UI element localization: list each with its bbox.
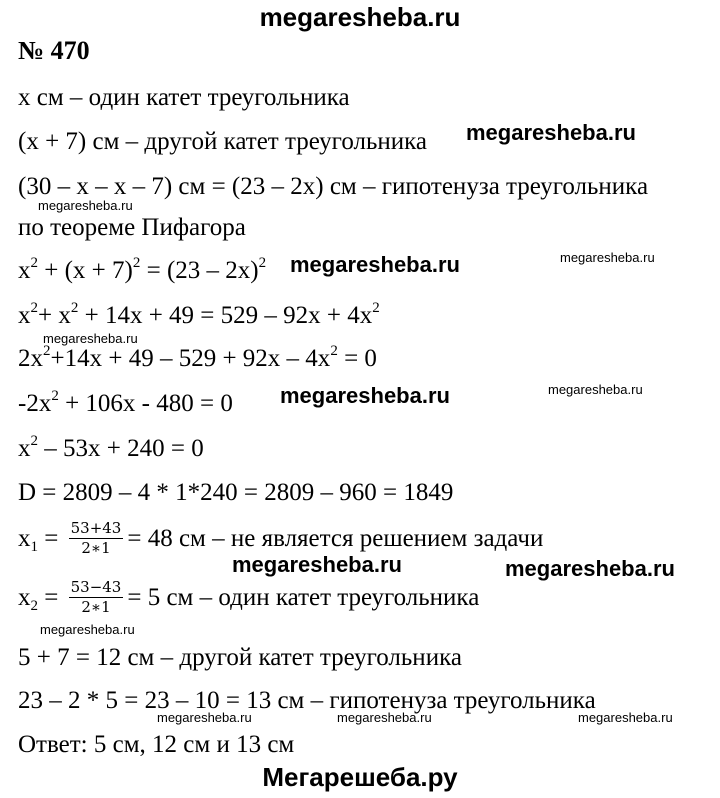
watermark-small: megaresheba.ru (548, 382, 643, 397)
solution-line-4: по теореме Пифагора (18, 214, 246, 241)
equation-pythagoras: $x^2 + (x + 7)^2 = (23 - 2x)^2$ (18, 255, 267, 284)
root-x2-line: $x_2$ = $\frac{53-43}{2∗1}$ = 5 см – один катет треугольника (18, 578, 480, 616)
watermark-small: megaresheba.ru (43, 331, 138, 346)
solution-line-14: 23 – 2 * 5 = 23 – 10 = 13 см – гипотенуза треугольника (18, 687, 596, 714)
solution-line-13: 5 + 7 = 12 см – другой катет треугольника (18, 644, 462, 671)
watermark-small: megaresheba.ru (578, 710, 673, 725)
solution-line-3: (30 – x – x – 7) см = (23 – 2x) см – гипотенуза треугольника (18, 173, 649, 200)
watermark-bold: megaresheba.ru (232, 552, 402, 577)
fraction-x2: $\frac{53-43}{2∗1}$ (70, 578, 122, 616)
header-watermark: megaresheba.ru (259, 2, 461, 32)
problem-number: № 470 (18, 36, 90, 65)
watermark-small: megaresheba.ru (38, 198, 133, 213)
watermark-small: megaresheba.ru (40, 622, 135, 637)
watermark-small: megaresheba.ru (157, 710, 252, 725)
watermark-bold: megaresheba.ru (280, 383, 450, 408)
equation-expanded: $x^2+ x^2 + 14x + 49 = 529 - 92x + 4x^2$ (18, 300, 380, 329)
answer-line: Ответ: 5 см, 12 см и 13 см (18, 731, 295, 758)
fraction-x1: $\frac{53+43}{2∗1}$ (70, 519, 122, 557)
watermark-bold: megaresheba.ru (505, 556, 675, 581)
equation-moved: $2x^2+14x + 49 - 529 + 92x - 4x^2 = 0$ (18, 343, 377, 372)
watermark-bold: megaresheba.ru (466, 120, 636, 145)
watermark-small: megaresheba.ru (337, 710, 432, 725)
root-x1-line: $x_1$ = $\frac{53+43}{2∗1}$ = 48 см – не является решением задачи (18, 519, 544, 557)
equation-simplified: $-2x^2 + 106x - 480 = 0$ (18, 388, 233, 417)
watermark-bold: megaresheba.ru (290, 252, 460, 277)
equation-quadratic: $x^2 - 53x + 240 = 0$ (18, 433, 204, 462)
footer-watermark: Мегарешеба.ру (262, 762, 458, 792)
watermark-small: megaresheba.ru (560, 250, 655, 265)
solution-line-2: (x + 7) см – другой катет треугольника (18, 128, 427, 155)
discriminant-line: D = 2809 – 4 * 1*240 = 2809 – 960 = 1849 (18, 479, 454, 506)
solution-line-1: x см – один катет треугольника (18, 84, 350, 111)
